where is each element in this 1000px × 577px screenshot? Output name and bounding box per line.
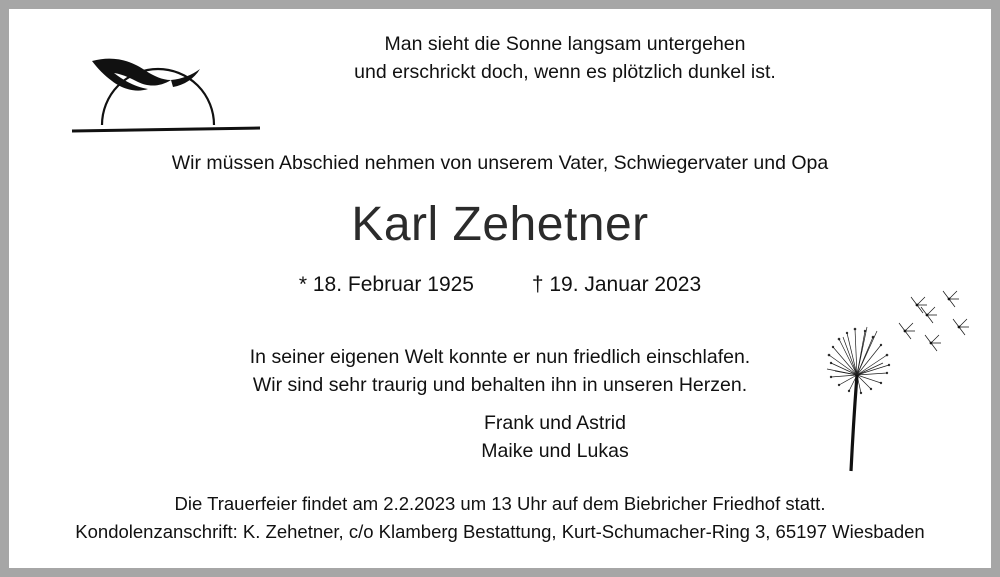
signer-line-2: Maike und Lukas [481, 440, 629, 462]
footer-line-1: Die Trauerfeier findet am 2.2.2023 um 13 Uhr auf dem Biebricher Friedhof statt. [174, 493, 826, 514]
footer-line-2: Kondolenzanschrift: K. Zehetner, c/o Klamberg Bestattung, Kurt-Schumacher-Ring 3, 65197 Wiesbaden [75, 521, 925, 542]
message-line-1: In seiner eigenen Welt konnte er nun friedlich einschlafen. [249, 346, 751, 368]
deceased-name: Karl Zehetner [351, 198, 649, 251]
verse-line-2: und erschrickt doch, wenn es plötzlich dunkel ist. [354, 61, 776, 83]
birth-date: * 18. Februar 1925 [298, 273, 474, 296]
signer-line-1: Frank und Astrid [484, 412, 626, 434]
obituary-inner [9, 9, 991, 568]
message-line-2: Wir sind sehr traurig und behalten ihn in unseren Herzen. [252, 374, 748, 396]
death-date: † 19. Januar 2023 [531, 273, 702, 296]
verse-line-1: Man sieht die Sonne langsam untergehen [384, 33, 746, 55]
intro-text: Wir müssen Abschied nehmen von unserem Vater, Schwiegervater und Opa [171, 152, 829, 174]
footer-block [9, 490, 991, 546]
dandelion-icon [809, 271, 979, 481]
verse-block [9, 30, 991, 86]
obituary-card [9, 9, 991, 568]
